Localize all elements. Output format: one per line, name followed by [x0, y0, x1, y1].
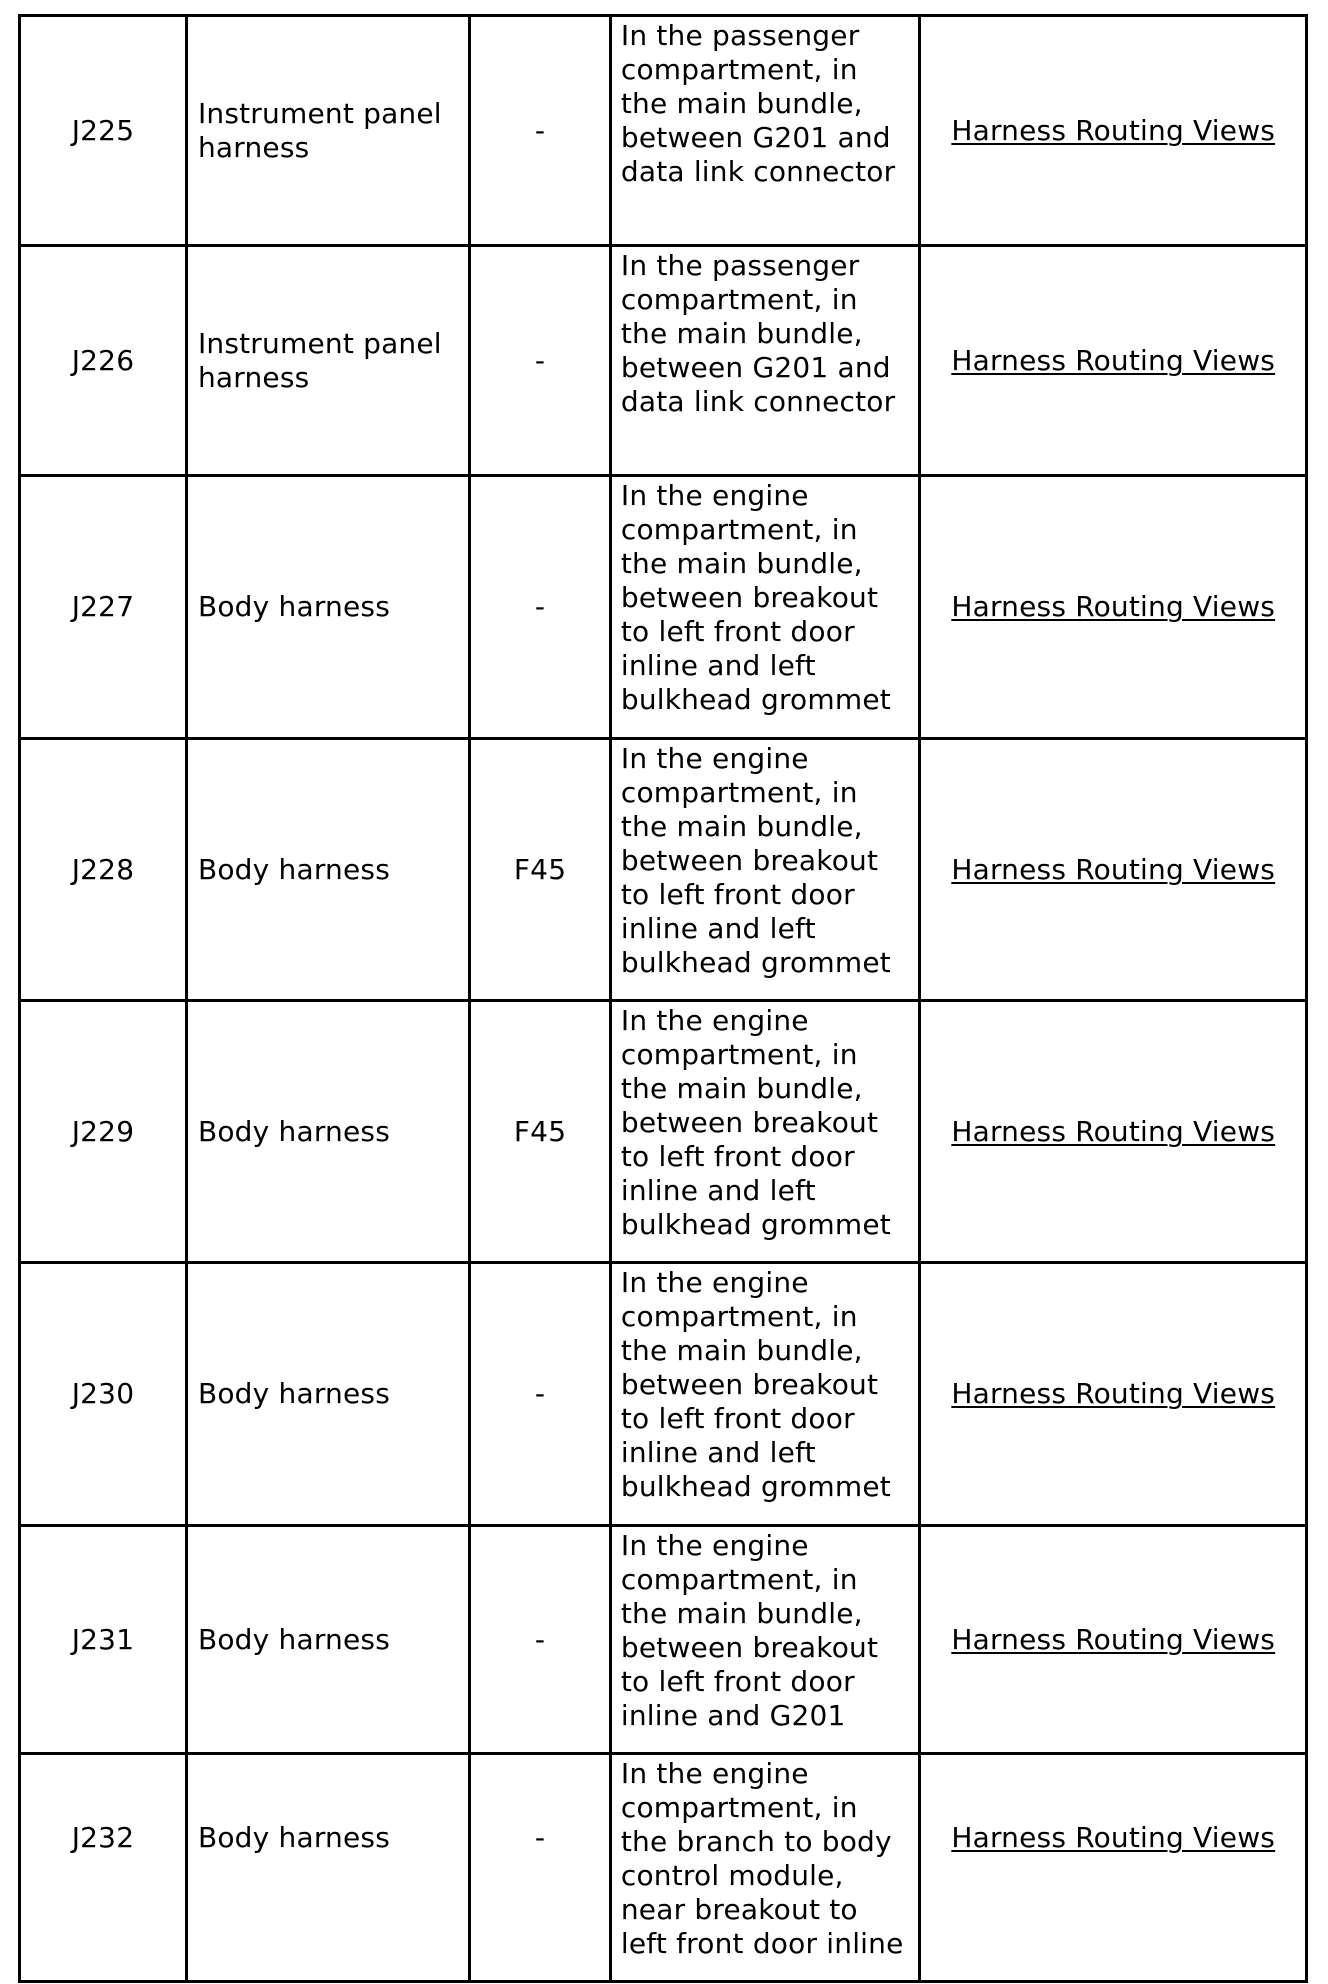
location-description: In the engine compartment, in the main bundle, between breakout to left front door inline and left bulkhead grommet [620, 742, 891, 979]
harness-name: Instrument panel harness [197, 96, 442, 164]
location-description: In the engine compartment, in the branch to body control module, near breakout to left front door inline [620, 1757, 904, 1960]
fuse-value: F45 [470, 1001, 611, 1263]
table-row [20, 1526, 1307, 1754]
table-row [20, 1754, 1307, 1982]
harness-routing-views-link[interactable]: Harness Routing Views [951, 343, 1276, 377]
table-row [20, 739, 1307, 1001]
fuse-value: - [470, 246, 611, 476]
harness-routing-views-link[interactable]: Harness Routing Views [951, 1114, 1276, 1148]
splice-id: J228 [20, 739, 187, 1001]
splice-id: J227 [20, 476, 187, 739]
table-row [20, 1001, 1307, 1263]
fuse-value: - [470, 1263, 611, 1526]
location-description: In the passenger compartment, in the main bundle, between G201 and data link connector [620, 19, 896, 188]
location-description: In the engine compartment, in the main bundle, between breakout to left front door inline and left bulkhead grommet [620, 1266, 891, 1503]
fuse-value: - [470, 1754, 611, 1982]
table-row [20, 246, 1307, 476]
splice-id: J230 [20, 1263, 187, 1526]
location-description: In the passenger compartment, in the main bundle, between G201 and data link connector [620, 249, 896, 418]
harness-name: Body harness [197, 1821, 390, 1854]
location-description: In the engine compartment, in the main bundle, between breakout to left front door inline and left bulkhead grommet [620, 479, 891, 716]
harness-routing-views-link[interactable]: Harness Routing Views [951, 1821, 1276, 1854]
fuse-value: - [470, 476, 611, 739]
location-description: In the engine compartment, in the main bundle, between breakout to left front door inline and G201 [620, 1529, 879, 1732]
splice-id: J229 [20, 1001, 187, 1263]
splice-id: J225 [20, 16, 187, 246]
harness-name: Body harness [197, 1622, 390, 1656]
fuse-value: - [470, 1526, 611, 1754]
harness-routing-views-link[interactable]: Harness Routing Views [951, 1377, 1276, 1410]
harness-name: Body harness [197, 1114, 390, 1148]
harness-routing-views-link[interactable]: Harness Routing Views [951, 590, 1276, 623]
fuse-value: - [470, 16, 611, 246]
splice-id: J232 [20, 1754, 187, 1982]
table-row [20, 1263, 1307, 1526]
table-row [20, 476, 1307, 739]
location-description: In the engine compartment, in the main bundle, between breakout to left front door inline and left bulkhead grommet [620, 1004, 891, 1241]
table-row [20, 16, 1307, 246]
splice-id: J226 [20, 246, 187, 476]
harness-name: Body harness [197, 1377, 390, 1410]
splice-location-table [18, 14, 1308, 1983]
harness-routing-views-link[interactable]: Harness Routing Views [951, 113, 1276, 147]
harness-name: Body harness [197, 590, 390, 623]
fuse-value: F45 [470, 739, 611, 1001]
splice-id: J231 [20, 1526, 187, 1754]
harness-routing-views-link[interactable]: Harness Routing Views [951, 1622, 1276, 1656]
splice-table-page [18, 14, 1308, 1983]
harness-name: Body harness [197, 852, 390, 886]
harness-name: Instrument panel harness [197, 326, 442, 394]
harness-routing-views-link[interactable]: Harness Routing Views [951, 852, 1276, 886]
